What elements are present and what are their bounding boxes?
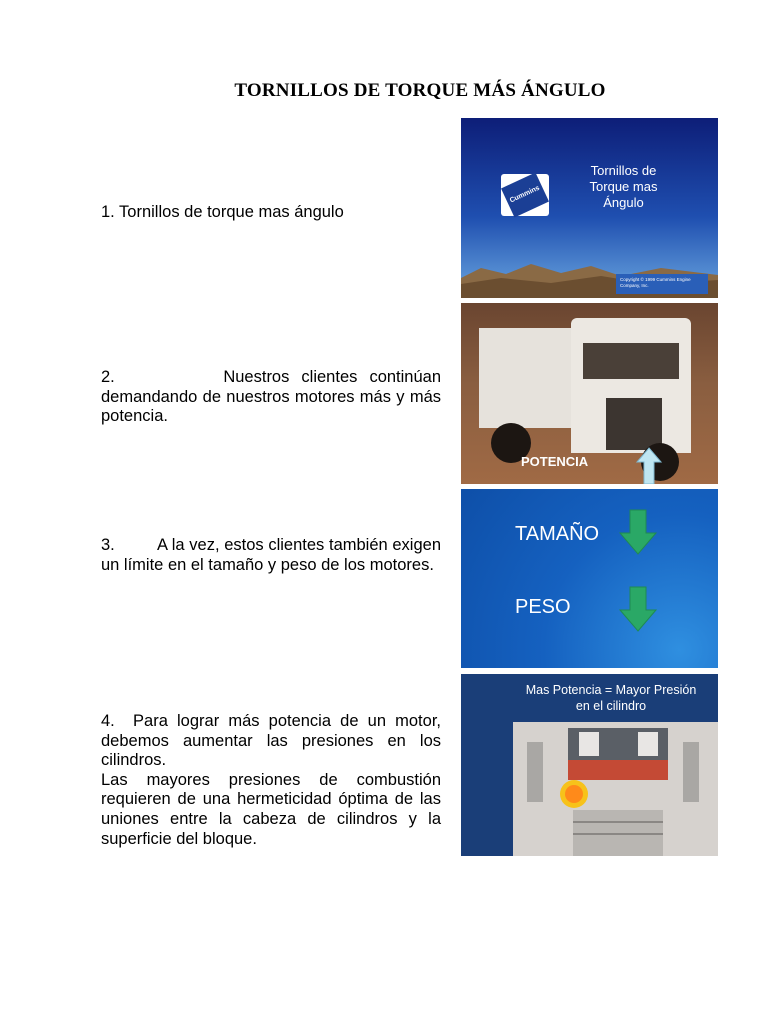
cummins-logo-text: Cummins [501, 172, 549, 217]
item-4-paragraph-2: Las mayores presiones de combustión requieren de una hermeticidad óptima de las uniones entre la cabeza de cilindros y la superficie del bloque. [101, 770, 441, 848]
item-1-paragraph: 1. Tornillos de torque mas ángulo [101, 203, 344, 221]
potencia-label: POTENCIA [521, 454, 589, 469]
slide-1-title: Tornillos de Torque mas Ángulo [589, 163, 658, 210]
item-2-text [101, 368, 441, 427]
item-3-paragraph: 3. A la vez, estos clientes también exigen un límite en el tamaño y peso de los motores. [101, 536, 441, 574]
tamano-label: TAMAÑO [515, 523, 600, 545]
copyright-box: Copyright © 1999 Cummins Engine Company, Inc. [616, 274, 708, 294]
document-title: TORNILLOS DE TORQUE MÁS ÁNGULO [234, 80, 606, 101]
item-1-text [101, 203, 441, 223]
item-3-text [101, 536, 441, 575]
truck-grille [606, 398, 662, 450]
truck-windshield [583, 343, 679, 379]
item-4-text [101, 712, 441, 849]
slide-truck-image [461, 303, 718, 484]
down-arrow-icon [619, 509, 657, 555]
item-4-paragraph-1: 4. Para lograr más potencia de un motor, debemos aumentar las presiones en los cilindros. [101, 712, 441, 770]
slide-size-weight [461, 489, 718, 668]
down-arrow-icon [619, 586, 657, 632]
up-arrow-icon [636, 447, 662, 484]
item-2-paragraph: 2. Nuestros clientes continúan demandando de nuestros motores más y más potencia. [101, 368, 441, 426]
engine-cutaway-graphic [513, 722, 718, 856]
engine-cutaway-image [513, 722, 718, 856]
slide-cylinder-pressure [461, 674, 718, 856]
peso-label: PESO [515, 596, 571, 618]
slide-4-title: Mas Potencia = Mayor Presión en el cilindro [525, 683, 697, 713]
slide-title-image [461, 118, 718, 298]
mountains-graphic [461, 118, 718, 298]
